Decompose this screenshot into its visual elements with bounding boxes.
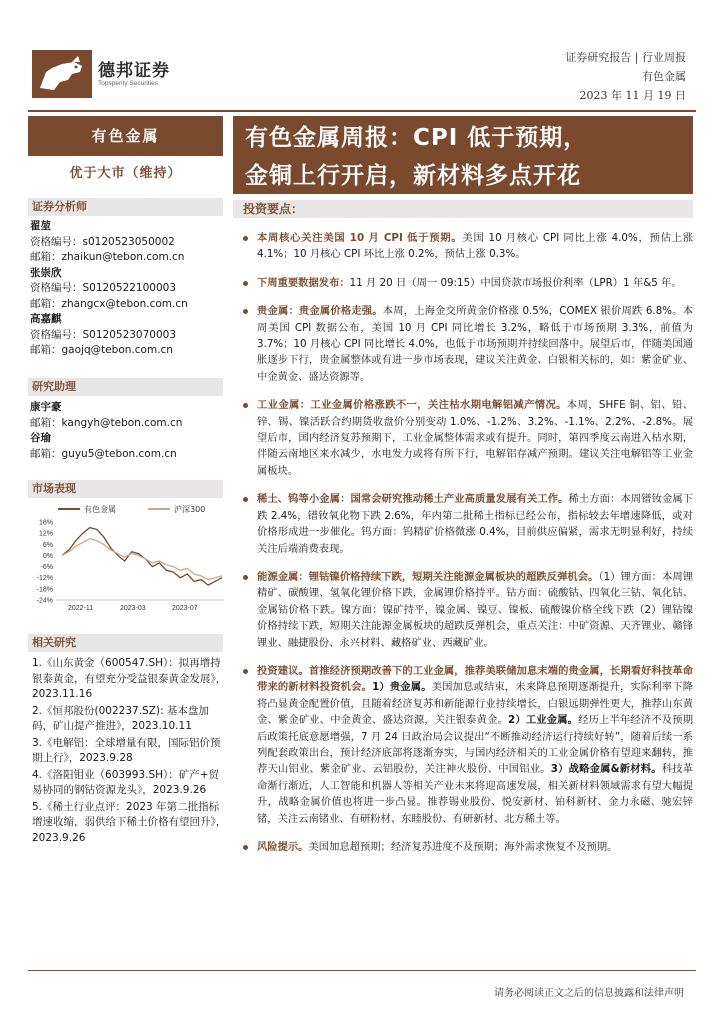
analysts-heading: 证券分析师 — [28, 198, 223, 216]
report-type: 证券研究报告 | 行业周报 — [565, 51, 686, 64]
legend-label: 有色金属 — [84, 505, 116, 514]
y-tick-label: 12% — [38, 530, 53, 538]
invest-points — [243, 230, 693, 867]
sector-label: 有色金属 — [28, 116, 223, 156]
analysts-list — [30, 219, 225, 359]
bullet-icon — [243, 497, 248, 502]
assistants-heading: 研究助理 — [28, 378, 223, 396]
analyst-email[interactable]: 邮箱：zhangcx@tebon.com.cn — [30, 297, 188, 310]
point-lead: 风险提示。 — [257, 841, 309, 853]
report-date: 2023 年 11 月 19 日 — [579, 89, 686, 102]
related-item[interactable]: 1.《山东黄金（600547.SH）：拟再增持银泰黄金，有望充分受益银泰黄金发展》，2023.11.16 — [32, 657, 227, 700]
rating-label: 优于大市（维持） — [69, 166, 182, 181]
analyst-name: 高嘉麒 — [30, 313, 62, 325]
point-body: 11 月 20 日（周一 09:15）中国贷款市场报价利率（LPR）1 年&5 年。 — [349, 276, 682, 289]
y-tick-label: 18% — [38, 519, 53, 527]
header-divider — [28, 110, 696, 112]
related-item[interactable]: 5.《稀土行业点评：2023 年第二批指标增速收缩，弱供给下稀土价格有望回升》，2023.9.26 — [32, 800, 227, 844]
series-line — [62, 528, 222, 586]
x-tick-label: 2023-03 — [120, 605, 146, 612]
invest-point — [243, 230, 693, 263]
logo-name-cn: 德邦证券 — [98, 61, 170, 81]
related-heading: 相关研究 — [28, 634, 223, 652]
invest-point — [243, 275, 693, 291]
market-performance-chart — [28, 500, 228, 612]
assistant-name: 康宇豪 — [30, 401, 62, 413]
invest-point — [243, 303, 693, 385]
point-body: 经历上半年经济不及预期后政策托底意愿增强，7 月 24 日政治局会议提出“不断推动经济运行持续好转”，随着后续一系列配套政策出台，预计经济底部将逐渐夯实，与国内经济相关的工业金属价格有望迎来翻转，推荐天山铝业、紫金矿业、云铝股份，关注神火股份、中国铝业。 — [257, 714, 694, 776]
assistants-list — [30, 400, 225, 462]
legend-label: 沪深300 — [174, 505, 206, 514]
point-lead: 投资建议。首推经济预期改善下的工业金属，推荐美联储加息末端的贵金属，长期看好科技革命带来的新材料投资机会。 — [257, 664, 693, 694]
bullet-icon — [243, 236, 248, 241]
analyst-email[interactable]: 邮箱：gaojq@tebon.com.cn — [30, 344, 173, 356]
report-title — [233, 116, 693, 194]
sub-heading: 2）工业金属。 — [508, 714, 579, 727]
related-item[interactable]: 2.《恒邦股份(002237.SZ): 基本盘加码，矿山提产推进》，2023.10.11 — [32, 704, 209, 732]
invest-point — [243, 491, 693, 557]
assistant-name: 谷瑜 — [30, 432, 51, 444]
point-body: 稀土方面：本周镨钕金属下跌 2.4%，镨钕氧化物下跌 2.6%，年内第二批稀土指标已经公布，指标较去年增速降低，或对价格形成进一步催化。钨方面：钨精矿价格微涨 0.4%，目前供应偏紧，需求无明显利好，持续关注后端消费表现。 — [257, 493, 694, 555]
analyst-cert: 资格编号：S0120523070003 — [30, 328, 177, 341]
point-lead: 能源金属：锂钴镍价格持续下跌，短期关注能源金属板块的超跌反弹机会。 — [257, 570, 599, 583]
footer-disclaimer: 请务必阅读正文之后的信息披露和法律声明 — [494, 988, 684, 999]
y-tick-label: -6% — [40, 564, 53, 572]
report-header-info — [565, 48, 686, 105]
company-logo — [32, 50, 197, 98]
point-body: 美国加息超预期；经济复苏进度不及预期；海外需求恢复不及预期。 — [308, 841, 618, 853]
invest-heading: 投资要点： — [233, 200, 693, 218]
analyst-cert: 资格编号：S0120522100003 — [30, 282, 177, 294]
bullet-icon — [243, 309, 248, 314]
title-line-1: 有色金属周报：CPI 低于预期， — [245, 125, 588, 151]
invest-point — [243, 569, 693, 651]
y-tick-label: -18% — [36, 586, 53, 594]
point-body: 科技革命渐行渐近，人工智能和机器人等相关产业未来将迎高速发展，相关新材料领域需求有望大幅提升，战略金属价值也将进一步凸显。推荐锡业股份、悦安新材、铂科新材、金力永磁、驰宏锌锗，关注云南锗业、有研粉材、东睦股份、有研新材、北方稀土等。 — [257, 763, 694, 825]
related-item[interactable]: 4.《洛阳钼业（603993.SH）：矿产+贸易协同的钢钴资源龙头》，2023.9.26 — [32, 768, 220, 796]
related-item[interactable]: 3.《电解铝：全球增量有限，国际铝价预期上行》，2023.9.28 — [32, 736, 221, 764]
point-body: 本周，上海金交所黄金价格涨 0.5%，COMEX 银价周跌 6.8%。本周美国 CPI 数据公布，美国 10 月 CPI 同比增长 3.2%，略低于市场预期 3.3%，前值为 3.7%；10 月核心 CPI 同比增长 4.0%，也低于市场预期并持续回落中。展望后市，伴随美国通胀逐步下行，贵金属整体或有进一步市场表现，建议关注黄金、白银相关标的，如：紫金矿业、中金黄金、盛达资源等。 — [257, 305, 693, 383]
sub-heading: 3）战略金属&新材料。 — [550, 763, 662, 776]
point-body: 本周，SHFE 铜、铝、铅、锌、锡、镍活跃合约期货收盘价分别变动 1.0%、-1.2%、3.2%、-1.1%、2.2%、-2.8%。展望后市，国内经济复苏预期下，工业金属整体需求或有提升。同时，第四季度云南进入枯水期，伴随云南地区来水减少，水电发力或将有所下行，电解铝存减产预期。建议关注电解铝等工业金属板块。 — [257, 399, 694, 477]
invest-point — [243, 663, 693, 827]
y-tick-label: 6% — [42, 541, 53, 549]
bull-logo-icon — [32, 50, 92, 98]
bullet-icon — [243, 575, 248, 580]
invest-point — [243, 397, 693, 479]
logo-name-en: Topsperity Securities — [98, 80, 158, 87]
analyst-cert: 资格编号：s0120523050002 — [30, 235, 175, 248]
point-lead: 下周重要数据发布： — [257, 276, 350, 289]
sub-heading: 1）贵金属。 — [372, 681, 432, 694]
bullet-icon — [243, 281, 248, 286]
report-sector: 有色金属 — [642, 70, 686, 83]
x-tick-label: 2023-07 — [172, 605, 198, 612]
y-tick-label: -12% — [36, 575, 53, 583]
title-line-2: 金铜上行开启，新材料多点开花 — [245, 163, 581, 189]
assistant-email[interactable]: 邮箱：kangyh@tebon.com.cn — [30, 416, 183, 429]
point-body: 美国 10 月核心 CPI 同比上涨 4.0%，预估上涨 4.1%；10 月核心 CPI 环比上涨 0.2%，预估上涨 0.3%。 — [257, 232, 693, 261]
bullet-icon — [243, 669, 248, 674]
analyst-email[interactable]: 邮箱：zhaikun@tebon.com.cn — [30, 251, 185, 263]
point-lead: 稀土、钨等小金属：国常会研究推动稀土产业高质量发展有关工作。 — [257, 493, 569, 506]
bullet-icon — [243, 845, 248, 850]
series-line — [62, 539, 222, 580]
analyst-name: 张崇欣 — [30, 266, 62, 279]
analyst-name: 翟堃 — [30, 220, 51, 232]
footer-divider — [28, 970, 696, 971]
assistant-email[interactable]: 邮箱：guyu5@tebon.com.cn — [30, 447, 177, 460]
x-tick-label: 2022-11 — [68, 605, 94, 612]
y-tick-label: -24% — [36, 597, 53, 605]
market-heading: 市场表现 — [28, 480, 223, 498]
point-body: （1）锂方面：本周锂精矿、碳酸锂、氢氧化锂价格下跌，金属锂价格持平。钴方面：硫酸钴、四氧化三钴、氧化钴、金属钴价格下跌。镍方面：镍矿持平，镍金属、镍豆、镍板、硫酸镍价格全线下跌（2）锂钴镍价格持续下跌，短期关注能源金属板块的超跌反弹机会，重点关注：中矿资源、天齐锂业、赣锋锂业、融捷股份、永兴材料、藏格矿业、西藏矿业。 — [257, 570, 693, 649]
invest-point — [243, 839, 693, 855]
point-lead: 本周核心关注美国 10 月 CPI 低于预期。 — [257, 232, 463, 244]
y-tick-label: 0% — [42, 552, 53, 560]
point-lead: 工业金属：工业金属价格涨跌不一，关注枯水期电解铝减产情况。 — [257, 399, 567, 412]
point-lead: 贵金属：贵金属价格走强。 — [257, 305, 383, 318]
point-body: 美国加息或结束，未来降息预期逐渐提升，实际利率下降将凸显黄金配置价值，且随着经济复苏和新能源行业持续增长，白银远期弹性更大，推荐山东黄金、紫金矿业、中金黄金、盛达资源，关注银泰黄金。 — [257, 681, 694, 727]
bullet-icon — [243, 403, 248, 408]
related-research-list — [32, 656, 227, 847]
